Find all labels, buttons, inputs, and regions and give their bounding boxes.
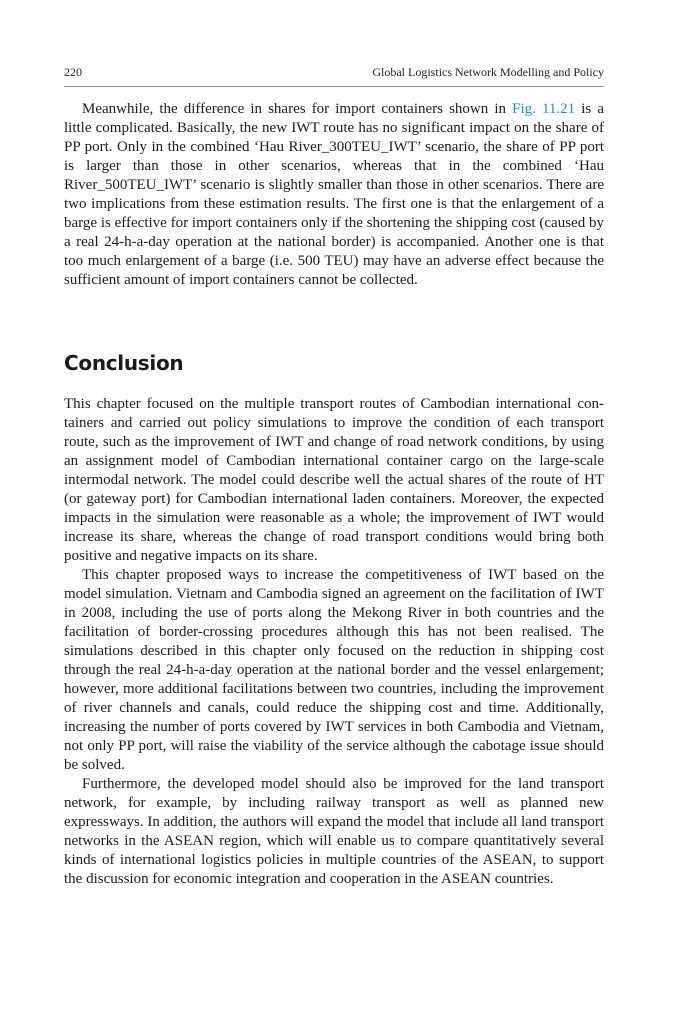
conclusion-paragraph-3: Furthermore, the developed model should also be improved for the land transport network, for example, by including railway transport as well as planned new expressways. In addition, the authors will expand the model that include all land transport networks in the ASEAN region, which will enable us to compare quantitatively several kinds of international logistics policies in multiple countries of the ASEAN, to support the discussion for economic integration and cooperation in the ASEAN countries. [64,776,604,887]
results-discussion-block [64,100,604,290]
conclusion-paragraph-2: This chapter proposed ways to increase the competitiveness of IWT based on the model simulation. Vietnam and Cambodia signed an agreement on the facilitation of IWT in 2008, including the use of ports along the Mekong River in both countries and the facilitation of border-crossing procedures although this has not been realised. The simulations described in this chapter only focused on the reduction in shipping cost through the real 24-h-a-day operation at the national border and the vessel enlargement; however, more additional facilitations between two countries, including the improvement of river channels and canals, could reduce the shipping cost and time. Additionally, increasing the number of ports covered by IWT services in both Cambodia and Vietnam, not only PP port, will raise the viability of the service although the cabotage issue should be solved. [64,567,604,773]
conclusion-body [64,395,604,889]
running-header [64,64,604,80]
paragraph-text-after-ref: is a little complicated. Basically, the new IWT route has no significant impact on the share of PP port. Only in the combined ‘Hau River_300TEU_IWT’ scenario, the share of PP port is larger than those in other scenarios, whereas that in the combined ‘Hau River_500TEU_IWT’ scenario is slightly smaller than those in other scenarios. There are two implications from these estimation results. The first one is that the enlargement of a barge is effective for import containers only if the shortening the shipping cost (caused by a real 24-h-a-day operation at the national border) is accompanied. Another one is that too much enlargement of a barge (i.e. 500 TEU) may have an adverse effect because the sufficient amount of import containers cannot be collected. [64,101,605,288]
page-number: 220 [64,65,82,79]
paragraph-import-containers [64,100,604,290]
header-rule [64,86,604,87]
book-title: Global Logistics Network Modelling and Policy [372,65,604,79]
book-page [64,0,604,1024]
conclusion-paragraph-1: This chapter focused on the multiple transport routes of Cambodian international containers and carried out policy simulations to improve the condition of each transport route, such as the improvement of IWT and change of road network conditions, by using an assignment model of Cambodian international container cargo on the large-scale intermodal network. The model could describe well the actual shares of the route of HT (or gateway port) for Cambodian international laden containers. Moreover, the expected impacts in the simulation were reasonable as a whole; the improvement of IWT would increase its share, whereas the change of road transport conditions would bring both positive and negative impacts on its share. [64,396,604,564]
figure-reference-link[interactable]: Fig. 11.21 [512,101,576,117]
paragraph-text-before-ref: Meanwhile, the difference in shares for import containers shown in [82,101,513,117]
section-heading-conclusion: Conclusion [64,351,184,375]
